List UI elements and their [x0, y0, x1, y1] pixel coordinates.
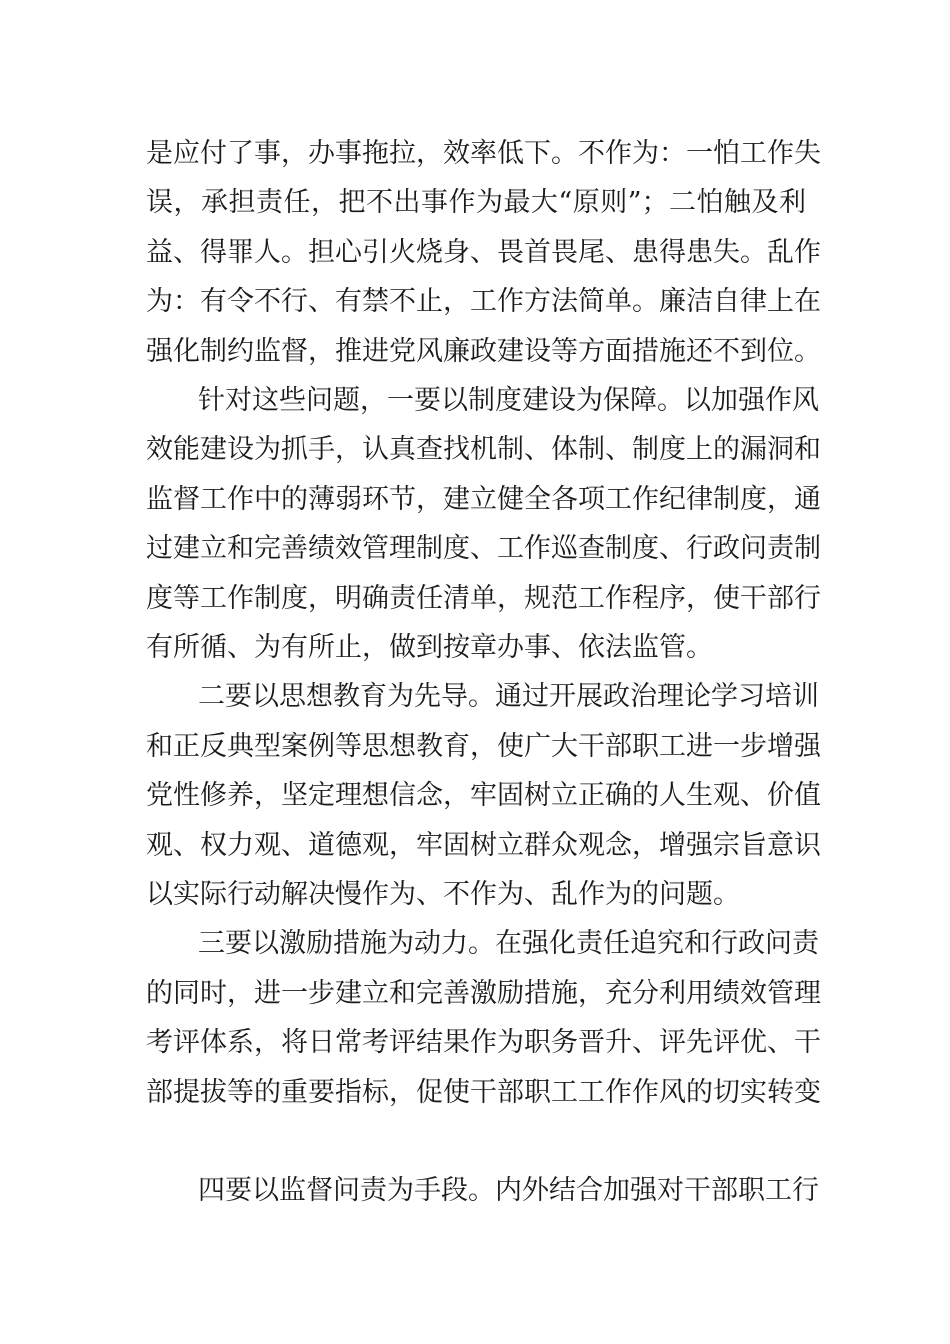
text-line: 有所循、为有所止，做到按章办事、依法监管。 [146, 632, 713, 663]
paragraph-first-line: 四要以监督问责为手段。内外结合加强对干部职工行 [198, 1175, 819, 1206]
text-line: 和正反典型案例等思想教育，使广大干部职工进一步增强 [146, 731, 821, 762]
text-line: 益、得罪人。担心引火烧身、畏首畏尾、患得患失。乱作 [146, 237, 821, 268]
paragraph-first-line: 二要以思想教育为先导。通过开展政治理论学习培训 [198, 681, 819, 712]
text-line: 效能建设为抓手，认真查找机制、体制、制度上的漏洞和 [146, 434, 821, 465]
paragraph-first-line: 针对这些问题，一要以制度建设为保障。以加强作风 [198, 385, 819, 416]
text-line: 以实际行动解决慢作为、不作为、乱作为的问题。 [146, 879, 740, 910]
text-line: 误，承担责任，把不出事作为最大“原则”；二怕触及利 [146, 187, 806, 218]
text-line: 强化制约监督，推进党风廉政建设等方面措施还不到位。 [146, 336, 821, 367]
text-line: 度等工作制度，明确责任清单，规范工作程序，使干部行 [146, 583, 821, 614]
text-line: 监督工作中的薄弱环节，建立健全各项工作纪律制度，通 [146, 484, 821, 515]
text-line: 是应付了事，办事拖拉，效率低下。不作为：一怕工作失 [146, 138, 821, 169]
text-line: 观、权力观、道德观，牢固树立群众观念，增强宗旨意识 [146, 830, 821, 861]
text-line: 考评体系，将日常考评结果作为职务晋升、评先评优、干 [146, 1027, 821, 1058]
text-line: 的同时，进一步建立和完善激励措施，充分利用绩效管理 [146, 978, 821, 1009]
paragraph-first-line: 三要以激励措施为动力。在强化责任追究和行政问责 [198, 928, 819, 959]
text-line: 为：有令不行、有禁不止，工作方法简单。廉洁自律上在 [146, 286, 821, 317]
text-line: 党性修养，坚定理想信念，牢固树立正确的人生观、价值 [146, 780, 821, 811]
text-line: 部提拔等的重要指标，促使干部职工工作作风的切实转变 [146, 1077, 821, 1108]
text-line: 过建立和完善绩效管理制度、工作巡查制度、行政问责制 [146, 533, 821, 564]
